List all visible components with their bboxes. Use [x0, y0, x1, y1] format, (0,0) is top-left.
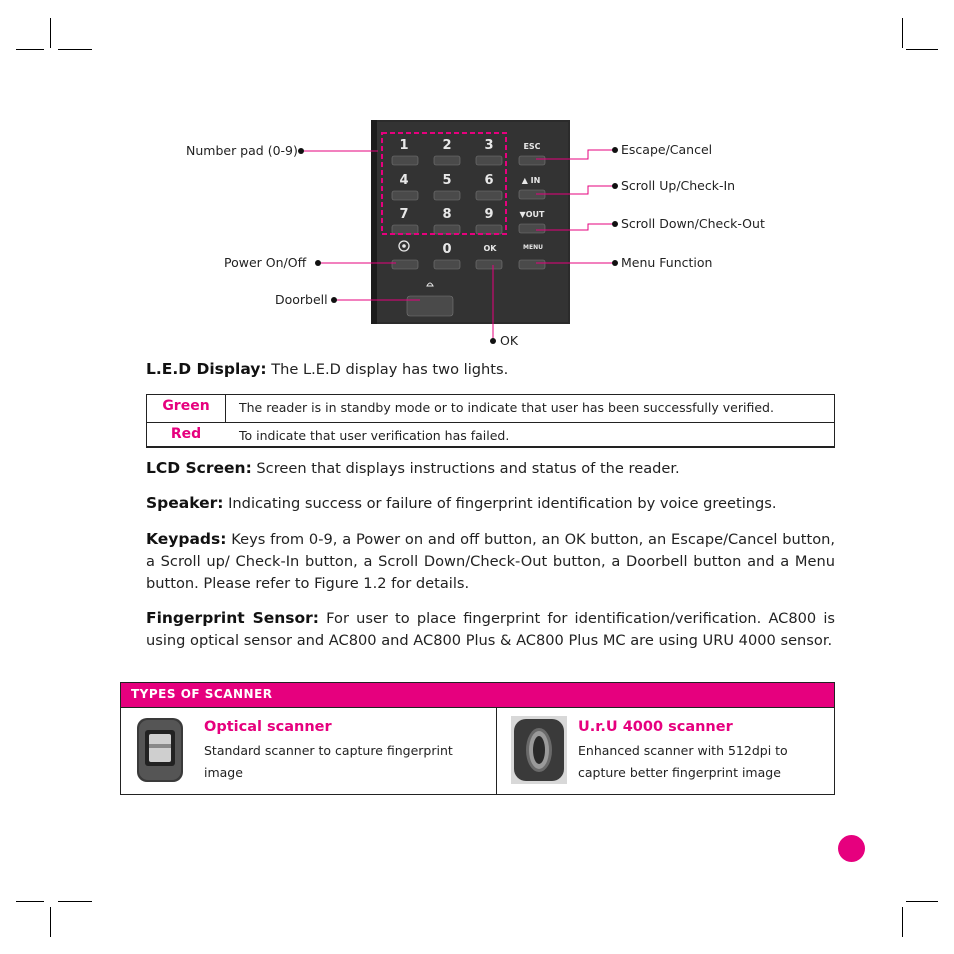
led-section: [146, 358, 835, 381]
page-marker: [838, 835, 865, 862]
speaker-text: Indicating success or failure of fingerprint identification by voice greetings.: [228, 495, 777, 512]
optical-title: Optical scanner: [204, 719, 332, 735]
key-label: 9: [484, 207, 494, 222]
fingerprint-text: For user to place fingerprint for identification/verification. AC800 is using optical sensor and AC800 and AC800 Plus & AC800 Plus MC are using URU 4000 sensor.: [146, 610, 836, 649]
speaker-heading: Speaker:: [146, 494, 224, 512]
uru-desc: Enhanced scanner with 512dpi to capture better fingerprint image: [578, 743, 788, 780]
led-desc: The reader is in standby mode or to indicate that user has been successfully verified.: [239, 400, 774, 415]
callout-dot: [490, 338, 496, 344]
optical-desc: Standard scanner to capture fingerprint image: [204, 743, 453, 780]
led-table: [146, 394, 835, 448]
optical-scanner-image: [135, 716, 185, 784]
callout-dot: [612, 147, 618, 153]
label-doorbell: Doorbell: [275, 292, 328, 307]
fingerprint-section: [146, 607, 835, 652]
callout-dot: [331, 297, 337, 303]
keypads-section: [146, 528, 835, 595]
callout-dot: [612, 260, 618, 266]
label-number-pad: Number pad (0-9): [186, 143, 298, 158]
lcd-text: Screen that displays instructions and status of the reader.: [256, 460, 680, 477]
label-power: Power On/Off: [224, 255, 307, 270]
callout-dot: [298, 148, 304, 154]
scanner-header: [121, 683, 834, 708]
key-label: 6: [484, 173, 494, 188]
callout-dot: [315, 260, 321, 266]
label-scroll-up: Scroll Up/Check-In: [621, 178, 736, 193]
key-label: 2: [442, 138, 452, 153]
key-label: ESC: [523, 142, 541, 151]
uru-scanner-image: [511, 716, 567, 784]
label-scroll-down: Scroll Down/Check-Out: [621, 216, 765, 231]
led-name: Red: [170, 426, 202, 442]
fingerprint-heading: Fingerprint Sensor:: [146, 609, 320, 627]
key-label: 4: [399, 173, 409, 188]
led-row-red: [147, 423, 834, 445]
scanner-divider: [496, 708, 497, 794]
label-escape: Escape/Cancel: [621, 142, 713, 157]
label-ok: OK: [500, 333, 519, 348]
cell-divider: [225, 395, 226, 422]
lcd-section: [146, 457, 835, 480]
key-label: 0: [442, 242, 452, 257]
key-label: 1: [399, 138, 409, 153]
key-label: 8: [442, 207, 452, 222]
key-label: OK: [483, 244, 497, 253]
uru-title: U.r.U 4000 scanner: [578, 719, 733, 735]
callout-dot: [612, 183, 618, 189]
scanner-header-title: TYPES OF SCANNER: [131, 687, 273, 701]
led-text: The L.E.D display has two lights.: [271, 361, 509, 378]
speaker-section: [146, 492, 835, 515]
key-label: MENU: [523, 244, 543, 251]
key-label: 5: [442, 173, 452, 188]
lcd-heading: LCD Screen:: [146, 459, 252, 477]
led-row-green: [147, 395, 834, 423]
led-desc: To indicate that user verification has failed.: [239, 428, 510, 443]
led-name: Green: [162, 398, 210, 414]
keypads-text: Keys from 0-9, a Power on and off button, an OK button, an Escape/Cancel button, a Scroll up/ Check-In button, a Scroll Down/Check-Out button, a Doorbell button and a Menu button. Please refer to Figure 1.2 for details.: [146, 531, 836, 592]
key-label: 7: [399, 207, 409, 222]
label-menu: Menu Function: [621, 255, 713, 270]
key-label: ▼OUT: [519, 210, 545, 219]
led-heading: L.E.D Display:: [146, 360, 267, 378]
key-label: ▲ IN: [521, 176, 541, 185]
keypads-heading: Keypads:: [146, 530, 227, 548]
key-label: 3: [484, 138, 494, 153]
scanner-types-box: [120, 682, 835, 795]
callout-dot: [612, 221, 618, 227]
